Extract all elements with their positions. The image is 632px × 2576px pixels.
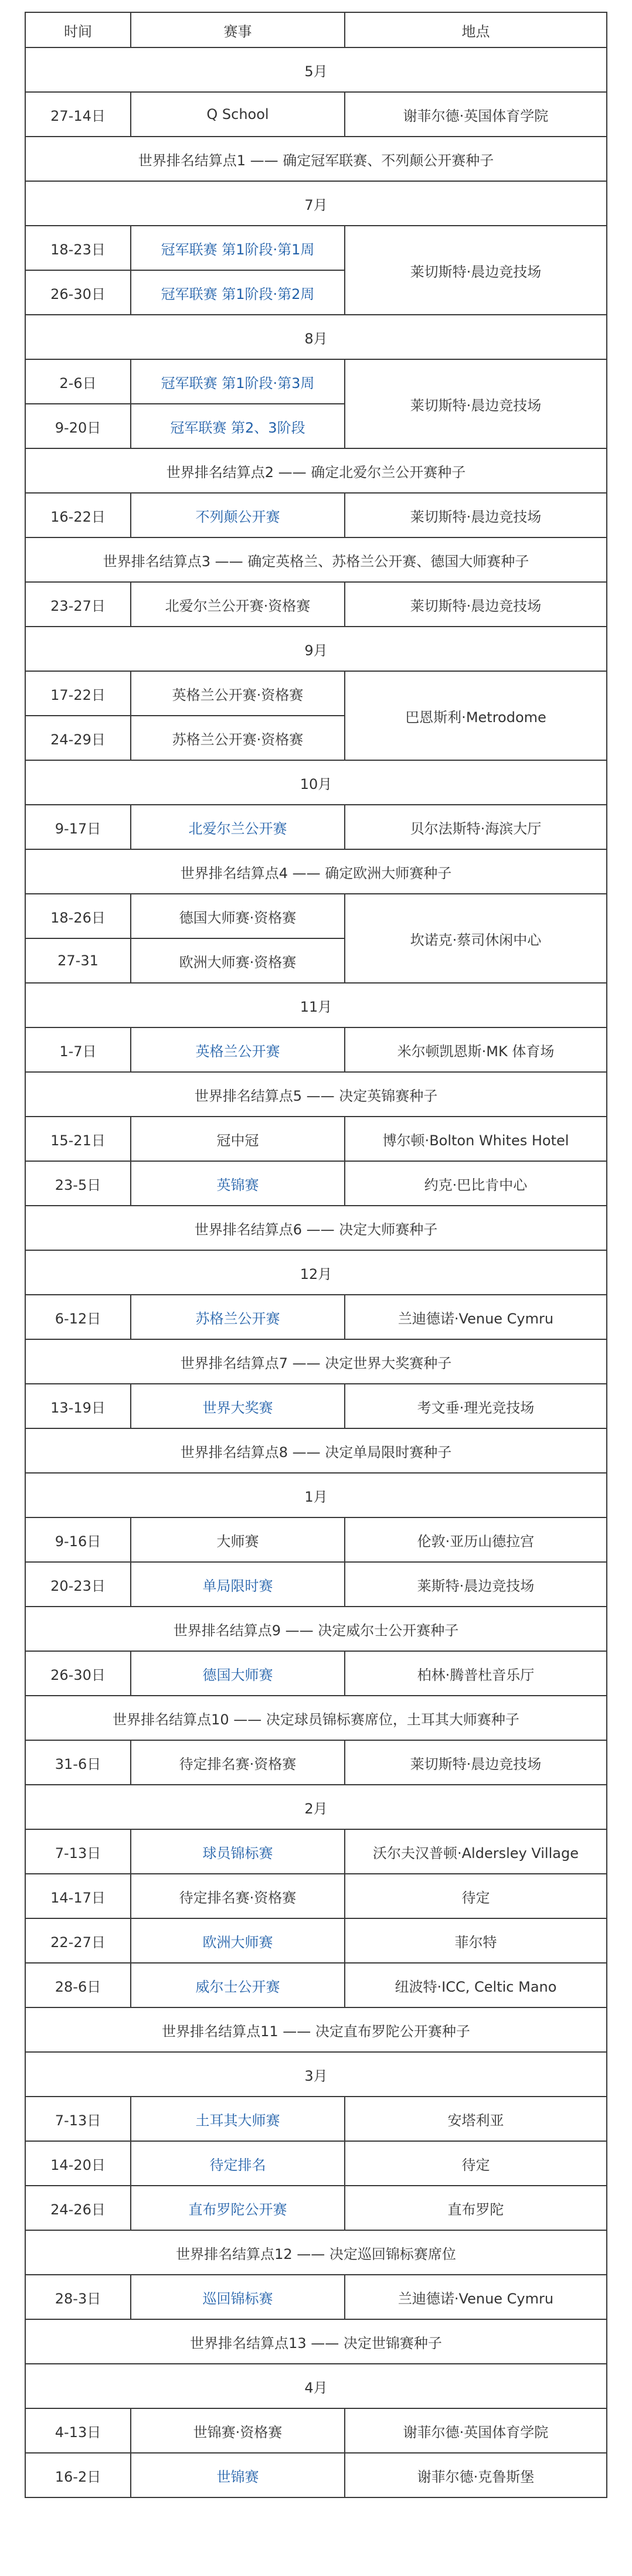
event-date: 7-13日	[25, 2097, 131, 2141]
ranking-note: 世界排名结算点12 —— 决定巡回锦标赛席位	[25, 2230, 607, 2275]
event-venue: 莱切斯特·晨边竞技场	[345, 359, 607, 448]
event-date: 16-22日	[25, 493, 131, 537]
month-row	[25, 760, 607, 805]
event-link[interactable]: 英格兰公开赛	[131, 1027, 345, 1072]
event-venue: 柏林·腾普杜音乐厅	[345, 1651, 607, 1696]
event-name: 欧洲大师赛·资格赛	[131, 938, 345, 983]
header-row	[25, 12, 607, 47]
event-date: 22-27日	[25, 1918, 131, 1963]
month-row	[25, 1473, 607, 1517]
ranking-note: 世界排名结算点3 —— 确定英格兰、苏格兰公开赛、德国大师赛种子	[25, 537, 607, 582]
event-date: 15-21日	[25, 1117, 131, 1161]
event-venue: 谢菲尔德·克鲁斯堡	[345, 2453, 607, 2497]
event-venue: 待定	[345, 2141, 607, 2186]
event-date: 18-26日	[25, 894, 131, 938]
table-row	[25, 1517, 607, 1562]
event-venue: 莱切斯特·晨边竞技场	[345, 1740, 607, 1785]
month-row	[25, 47, 607, 92]
ranking-note: 世界排名结算点11 —— 决定直布罗陀公开赛种子	[25, 2007, 607, 2052]
table-row	[25, 582, 607, 627]
table-row	[25, 1027, 607, 1072]
ranking-note: 世界排名结算点2 —— 确定北爱尔兰公开赛种子	[25, 448, 607, 493]
month-label: 2月	[25, 1785, 607, 1829]
month-row	[25, 1785, 607, 1829]
event-date: 14-20日	[25, 2141, 131, 2186]
event-name: 世锦赛·资格赛	[131, 2408, 345, 2453]
event-date: 28-6日	[25, 1963, 131, 2007]
event-venue: 贝尔法斯特·海滨大厅	[345, 805, 607, 849]
event-date: 2-6日	[25, 359, 131, 404]
ranking-note: 世界排名结算点13 —— 决定世锦赛种子	[25, 2319, 607, 2364]
event-link[interactable]: 不列颠公开赛	[131, 493, 345, 537]
event-link[interactable]: 待定排名	[131, 2141, 345, 2186]
event-venue: 博尔顿·Bolton Whites Hotel	[345, 1117, 607, 1161]
table-row	[25, 92, 607, 137]
event-date: 27-31	[25, 938, 131, 983]
ranking-note: 世界排名结算点5 —— 决定英锦赛种子	[25, 1072, 607, 1117]
event-link[interactable]: 德国大师赛	[131, 1651, 345, 1696]
table-row	[25, 2275, 607, 2319]
ranking-note: 世界排名结算点1 —— 确定冠军联赛、不列颠公开赛种子	[25, 137, 607, 181]
event-link[interactable]: 单局限时赛	[131, 1562, 345, 1607]
table-row	[25, 1651, 607, 1696]
event-link[interactable]: 冠军联赛 第1阶段·第2周	[131, 270, 345, 315]
event-venue: 莱切斯特·晨边竞技场	[345, 226, 607, 315]
month-label: 12月	[25, 1250, 607, 1295]
month-row	[25, 627, 607, 671]
event-date: 9-17日	[25, 805, 131, 849]
table-row	[25, 2141, 607, 2186]
event-date: 24-26日	[25, 2186, 131, 2230]
month-label: 10月	[25, 760, 607, 805]
event-venue: 米尔顿凯恩斯·MK 体育场	[345, 1027, 607, 1072]
table-row	[25, 2453, 607, 2497]
month-row	[25, 983, 607, 1027]
table-row	[25, 359, 607, 404]
event-venue: 约克·巴比肯中心	[345, 1161, 607, 1206]
ranking-note: 世界排名结算点8 —— 决定单局限时赛种子	[25, 1428, 607, 1473]
event-date: 17-22日	[25, 671, 131, 716]
ranking-note-row	[25, 137, 607, 181]
event-name: 冠中冠	[131, 1117, 345, 1161]
event-link[interactable]: 冠军联赛 第1阶段·第3周	[131, 359, 345, 404]
ranking-note-row	[25, 2230, 607, 2275]
table-row	[25, 1874, 607, 1918]
ranking-note: 世界排名结算点6 —— 决定大师赛种子	[25, 1206, 607, 1250]
event-link[interactable]: 冠军联赛 第2、3阶段	[131, 404, 345, 448]
ranking-note-row	[25, 1339, 607, 1384]
event-name: Q School	[131, 92, 345, 137]
table-row	[25, 2186, 607, 2230]
event-date: 28-3日	[25, 2275, 131, 2319]
ranking-note-row	[25, 849, 607, 894]
table-row	[25, 805, 607, 849]
table-row	[25, 1384, 607, 1428]
event-venue: 莱切斯特·晨边竞技场	[345, 582, 607, 627]
ranking-note-row	[25, 1607, 607, 1651]
event-venue: 坎诺克·蔡司休闲中心	[345, 894, 607, 983]
header-venue: 地点	[345, 12, 607, 47]
event-date: 9-16日	[25, 1517, 131, 1562]
month-row	[25, 2364, 607, 2408]
month-label: 3月	[25, 2052, 607, 2097]
table-row	[25, 671, 607, 716]
event-date: 24-29日	[25, 716, 131, 760]
event-name: 英格兰公开赛·资格赛	[131, 671, 345, 716]
event-date: 4-13日	[25, 2408, 131, 2453]
ranking-note-row	[25, 537, 607, 582]
table-row	[25, 1117, 607, 1161]
month-label: 9月	[25, 627, 607, 671]
event-name: 待定排名赛·资格赛	[131, 1874, 345, 1918]
event-venue: 菲尔特	[345, 1918, 607, 1963]
table-row	[25, 2408, 607, 2453]
ranking-note: 世界排名结算点10 —— 决定球员锦标赛席位，土耳其大师赛种子	[25, 1696, 607, 1740]
event-date: 9-20日	[25, 404, 131, 448]
event-date: 14-17日	[25, 1874, 131, 1918]
event-name: 大师赛	[131, 1517, 345, 1562]
ranking-note: 世界排名结算点7 —— 决定世界大奖赛种子	[25, 1339, 607, 1384]
event-venue: 沃尔夫汉普顿·Aldersley Village	[345, 1829, 607, 1874]
event-date: 16-2日	[25, 2453, 131, 2497]
ranking-note-row	[25, 1696, 607, 1740]
table-row	[25, 1740, 607, 1785]
month-row	[25, 1250, 607, 1295]
event-name: 苏格兰公开赛·资格赛	[131, 716, 345, 760]
table-row	[25, 1161, 607, 1206]
event-venue: 莱斯特·晨边竞技场	[345, 1562, 607, 1607]
event-date: 31-6日	[25, 1740, 131, 1785]
ranking-note-row	[25, 1206, 607, 1250]
ranking-note-row	[25, 2007, 607, 2052]
event-date: 7-13日	[25, 1829, 131, 1874]
table-row	[25, 894, 607, 938]
event-venue: 待定	[345, 1874, 607, 1918]
event-date: 23-5日	[25, 1161, 131, 1206]
table-row	[25, 226, 607, 270]
event-venue: 安塔利亚	[345, 2097, 607, 2141]
month-label: 5月	[25, 47, 607, 92]
ranking-note-row	[25, 1072, 607, 1117]
event-date: 6-12日	[25, 1295, 131, 1339]
ranking-note-row	[25, 2319, 607, 2364]
month-label: 7月	[25, 181, 607, 226]
month-label: 8月	[25, 315, 607, 359]
ranking-note: 世界排名结算点9 —— 决定威尔士公开赛种子	[25, 1607, 607, 1651]
table-row	[25, 1562, 607, 1607]
event-date: 23-27日	[25, 582, 131, 627]
event-venue: 兰迪德诺·Venue Cymru	[345, 2275, 607, 2319]
event-venue: 直布罗陀	[345, 2186, 607, 2230]
event-date: 20-23日	[25, 1562, 131, 1607]
ranking-note: 世界排名结算点4 —— 确定欧洲大师赛种子	[25, 849, 607, 894]
event-venue: 谢菲尔德·英国体育学院	[345, 2408, 607, 2453]
month-label: 4月	[25, 2364, 607, 2408]
event-link[interactable]: 世锦赛	[131, 2453, 345, 2497]
event-date: 26-30日	[25, 1651, 131, 1696]
event-name: 北爱尔兰公开赛·资格赛	[131, 582, 345, 627]
event-date: 27-14日	[25, 92, 131, 137]
event-link[interactable]: 土耳其大师赛	[131, 2097, 345, 2141]
schedule-table	[25, 12, 607, 2498]
event-venue: 伦敦·亚历山德拉宫	[345, 1517, 607, 1562]
event-date: 1-7日	[25, 1027, 131, 1072]
event-link[interactable]: 北爱尔兰公开赛	[131, 805, 345, 849]
event-venue: 纽波特·ICC, Celtic Mano	[345, 1963, 607, 2007]
event-name: 德国大师赛·资格赛	[131, 894, 345, 938]
header-time: 时间	[25, 12, 131, 47]
event-link[interactable]: 巡回锦标赛	[131, 2275, 345, 2319]
event-link[interactable]: 世界大奖赛	[131, 1384, 345, 1428]
table-row	[25, 1829, 607, 1874]
table-row	[25, 493, 607, 537]
event-venue: 莱切斯特·晨边竞技场	[345, 493, 607, 537]
event-venue: 巴恩斯利·Metrodome	[345, 671, 607, 760]
event-link[interactable]: 冠军联赛 第1阶段·第1周	[131, 226, 345, 270]
month-row	[25, 181, 607, 226]
header-event: 赛事	[131, 12, 345, 47]
event-link[interactable]: 球员锦标赛	[131, 1829, 345, 1874]
month-row	[25, 2052, 607, 2097]
event-date: 13-19日	[25, 1384, 131, 1428]
month-label: 1月	[25, 1473, 607, 1517]
event-date: 26-30日	[25, 270, 131, 315]
event-date: 18-23日	[25, 226, 131, 270]
table-row	[25, 1295, 607, 1339]
table-row	[25, 1963, 607, 2007]
month-label: 11月	[25, 983, 607, 1027]
event-link[interactable]: 欧洲大师赛	[131, 1918, 345, 1963]
ranking-note-row	[25, 1428, 607, 1473]
event-link[interactable]: 英锦赛	[131, 1161, 345, 1206]
event-link[interactable]: 苏格兰公开赛	[131, 1295, 345, 1339]
schedule-body	[25, 47, 607, 2497]
event-name: 待定排名赛·资格赛	[131, 1740, 345, 1785]
event-link[interactable]: 威尔士公开赛	[131, 1963, 345, 2007]
event-link[interactable]: 直布罗陀公开赛	[131, 2186, 345, 2230]
schedule-container	[25, 12, 606, 2498]
event-venue: 谢菲尔德·英国体育学院	[345, 92, 607, 137]
table-row	[25, 1918, 607, 1963]
event-venue: 考文垂·理光竞技场	[345, 1384, 607, 1428]
event-venue: 兰迪德诺·Venue Cymru	[345, 1295, 607, 1339]
table-row	[25, 2097, 607, 2141]
ranking-note-row	[25, 448, 607, 493]
month-row	[25, 315, 607, 359]
